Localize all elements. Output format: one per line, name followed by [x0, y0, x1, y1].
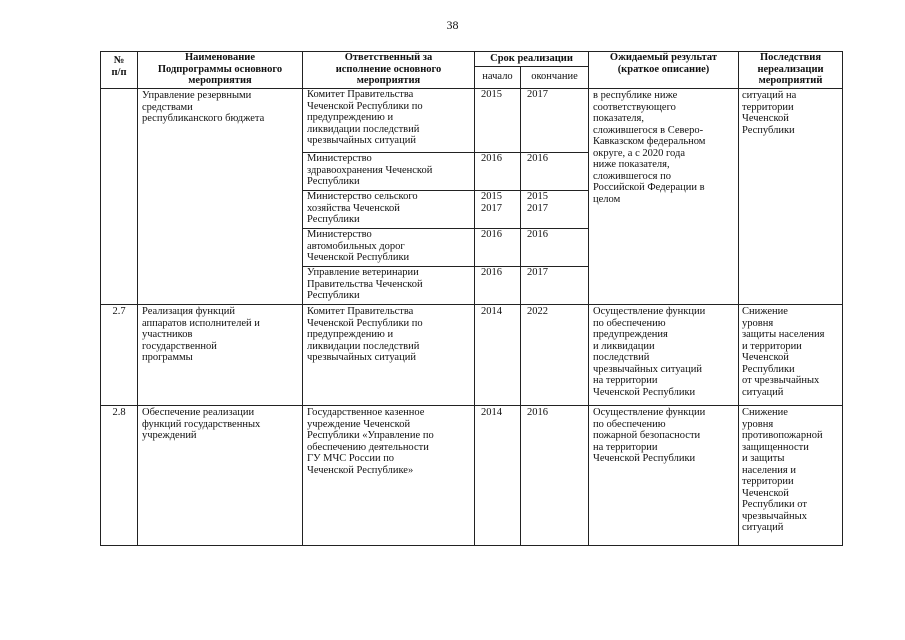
row-name: Обеспечение реализации функций государственных учреждений: [142, 407, 261, 441]
row-end: 2016: [527, 407, 548, 418]
row-consequences: Снижение уровня защиты населения и территории Чеченской Республики от чрезвычайных ситуаций: [742, 306, 825, 398]
row-result: Осуществление функции по обеспечению пожарной безопасности на территории Чеченской Республики: [593, 407, 706, 464]
header-period: Срок реализации: [490, 53, 573, 64]
row-end: 2017: [527, 267, 548, 278]
header-consequences: Последствия нереализации мероприятий: [757, 52, 824, 86]
row-start: 2016: [481, 267, 502, 278]
header-end: окончание: [531, 71, 578, 82]
header-responsible: Ответственный за исполнение основного мероприятия: [335, 52, 442, 86]
row-end: 2015 2017: [527, 191, 548, 214]
row-consequences: Снижение уровня противопожарной защищенности и защиты населения и территории Чеченской Республики от чрезвычайных ситуаций: [742, 407, 823, 533]
row-start: 2014: [481, 306, 502, 317]
row-number: 2.8: [112, 407, 126, 418]
row-start: 2016: [481, 229, 502, 240]
row-end: 2016: [527, 229, 548, 240]
row-number: 2.7: [112, 306, 126, 317]
row-end: 2017: [527, 89, 548, 100]
row-start: 2016: [481, 153, 502, 164]
header-result: Ожидаемый результат (краткое описание): [609, 52, 718, 75]
row-responsible: Министерство автомобильных дорог Чеченской Республики: [307, 229, 410, 263]
row-responsible: Управление ветеринарии Правительства Чеченской Республики: [307, 267, 423, 301]
row-end: 2016: [527, 153, 548, 164]
row-name: Реализация функций аппаратов исполнителей и участников государственной программы: [142, 306, 260, 363]
header-name: Наименование Подпрограммы основного мероприятия: [157, 52, 283, 86]
row-name: Управление резервными средствами республиканского бюджета: [142, 90, 265, 124]
row-consequences: ситуаций на территории Чеченской Республики: [742, 90, 797, 136]
row-start: 2014: [481, 407, 502, 418]
row-end: 2022: [527, 306, 548, 317]
row-responsible: Министерство сельского хозяйства Чеченской Республики: [307, 191, 418, 225]
row-start: 2015: [481, 89, 502, 100]
row-result: в республике ниже соответствующего показателя, сложившегося в Северо- Кавказском федеральном округе, а с 2020 года ниже показателя, сложившегося по Российской Федерации в целом: [593, 90, 706, 205]
header-no: № п/п: [111, 55, 127, 78]
row-responsible: Комитет Правительства Чеченской Республики по предупреждению и ликвидации последствий чрезвычайных ситуаций: [307, 89, 423, 146]
row-responsible: Министерство здравоохранения Чеченской Республики: [307, 153, 433, 187]
row-responsible: Государственное казенное учреждение Чеченской Республики «Управление по обеспечению деятельности ГУ МЧС России по Чеченской Республике»: [307, 407, 434, 476]
row-start: 2015 2017: [481, 191, 502, 214]
page-number: 38: [446, 18, 459, 32]
row-responsible: Комитет Правительства Чеченской Республики по предупреждению и ликвидации последствий чрезвычайных ситуаций: [307, 306, 423, 363]
header-start: начало: [482, 71, 513, 82]
row-result: Осуществление функции по обеспечению предупреждения и ликвидации последствий чрезвычайных ситуаций на территории Чеченской Республики: [593, 306, 706, 398]
